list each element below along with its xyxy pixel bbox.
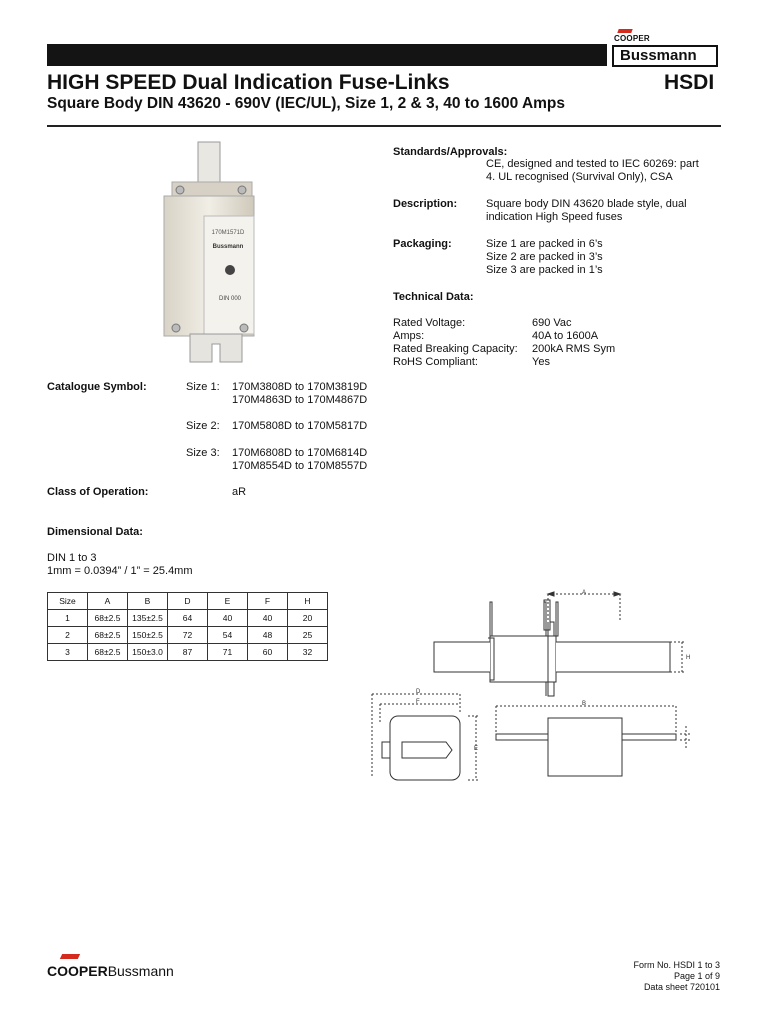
- table-cell: 40: [208, 610, 248, 627]
- header-bar: [47, 44, 607, 66]
- catalogue-codes-size-2: 170M5808D to 170M5817D: [232, 420, 368, 432]
- table-header-row: [48, 593, 328, 610]
- fuse-marking-brand: Bussmann: [212, 244, 244, 250]
- table-cell: 60: [248, 644, 288, 661]
- fuse-marking-code: 170M1571D: [211, 230, 245, 236]
- table-row: [48, 644, 328, 661]
- technical-data-label: Technical Data:: [393, 291, 474, 303]
- description-text: Square body DIN 43620 blade style, dual indication High Speed fuses: [486, 198, 687, 223]
- tech-row-breaking-value: 200kA RMS Sym: [532, 343, 616, 355]
- tech-row-voltage-label: Rated Voltage:: [393, 317, 466, 329]
- description-label: Description:: [393, 198, 458, 210]
- tech-row-breaking-label: Rated Breaking Capacity:: [393, 343, 518, 355]
- table-cell: 87: [168, 644, 208, 661]
- catalogue-codes-size-1: 170M3808D to 170M3819D 170M4863D to 170M4867D: [232, 381, 368, 406]
- standards-label: Standards/Approvals:: [393, 146, 508, 158]
- catalogue-size-1: Size 1:: [186, 381, 220, 393]
- page-subtitle: Square Body DIN 43620 - 690V (IEC/UL), Size 1, 2 & 3, 40 to 1600 Amps: [47, 95, 566, 112]
- table-cell: 2: [48, 627, 88, 644]
- footer-cooper-wordmark: COOPER: [47, 963, 108, 979]
- table-cell: 72: [168, 627, 208, 644]
- dim-label-f: F: [416, 699, 420, 705]
- fuse-marking-din: DIN 000: [218, 296, 242, 302]
- dim-label-e: E: [474, 746, 479, 752]
- packaging-text: Size 1 are packed in 6’s Size 2 are packed in 3’s Size 3 are packed in 1’s: [486, 238, 603, 276]
- table-cell: 25: [288, 627, 328, 644]
- table-header-cell: D: [168, 593, 208, 610]
- tech-row-amps-label: Amps:: [393, 330, 425, 342]
- table-cell: 54: [208, 627, 248, 644]
- data-sheet-number: Data sheet 720101: [643, 982, 720, 992]
- bussmann-logo: [612, 34, 720, 68]
- fuse-product-photo: [150, 138, 270, 374]
- class-of-operation-label: Class of Operation:: [47, 486, 149, 498]
- table-cell: 150±2.5: [128, 627, 168, 644]
- cooper-bussmann-logo: [47, 963, 174, 979]
- page-title: HIGH SPEED Dual Indication Fuse-Links: [47, 71, 450, 94]
- table-header-cell: F: [248, 593, 288, 610]
- table-header-cell: H: [288, 593, 328, 610]
- table-cell: 71: [208, 644, 248, 661]
- tech-row-rohs-label: RoHS Compliant:: [393, 356, 478, 368]
- footer-info: [560, 960, 720, 993]
- dim-label-a: A: [582, 590, 587, 596]
- tech-row-amps-value: 40A to 1600A: [532, 330, 599, 342]
- dimensional-drawing: [360, 582, 710, 792]
- table-cell: 20: [288, 610, 328, 627]
- table-cell: 150±3.0: [128, 644, 168, 661]
- form-number: Form No. HSDI 1 to 3: [633, 960, 720, 970]
- table-cell: 64: [168, 610, 208, 627]
- table-cell: 135±2.5: [128, 610, 168, 627]
- table-cell: 68±2.5: [88, 644, 128, 661]
- table-cell: 68±2.5: [88, 610, 128, 627]
- header-divider: [47, 125, 721, 127]
- dim-label-h: H: [686, 655, 691, 661]
- bussmann-wordmark: Bussmann: [612, 45, 718, 67]
- table-cell: 68±2.5: [88, 627, 128, 644]
- table-header-cell: E: [208, 593, 248, 610]
- dim-label-b: B: [582, 701, 587, 707]
- page-number: Page 1 of 9: [673, 971, 720, 981]
- dimension-table: [47, 592, 328, 661]
- tech-row-voltage-value: 690 Vac: [532, 317, 572, 329]
- table-cell: 40: [248, 610, 288, 627]
- table-row: [48, 627, 328, 644]
- table-header-cell: B: [128, 593, 168, 610]
- table-cell: 32: [288, 644, 328, 661]
- catalogue-symbol-label: Catalogue Symbol:: [47, 381, 147, 393]
- product-code: HSDI: [664, 71, 715, 94]
- table-cell: 1: [48, 610, 88, 627]
- catalogue-size-3: Size 3:: [186, 447, 220, 459]
- catalogue-size-2: Size 2:: [186, 420, 220, 432]
- unit-conversion: 1mm = 0.0394” / 1” = 25.4mm: [47, 565, 193, 577]
- packaging-label: Packaging:: [393, 238, 452, 250]
- din-range: DIN 1 to 3: [47, 552, 97, 564]
- class-of-operation-value: aR: [232, 486, 247, 498]
- dim-label-d: D: [416, 689, 421, 695]
- cooper-wordmark: COOPER: [614, 34, 650, 43]
- footer-bussmann-wordmark: Bussmann: [107, 963, 174, 979]
- tech-row-rohs-value: Yes: [532, 356, 550, 368]
- table-cell: 3: [48, 644, 88, 661]
- dimensional-data-label: Dimensional Data:: [47, 526, 143, 538]
- table-header-cell: A: [88, 593, 128, 610]
- catalogue-codes-size-3: 170M6808D to 170M6814D 170M8554D to 170M8557D: [232, 447, 368, 472]
- table-row: [48, 610, 328, 627]
- standards-text: CE, designed and tested to IEC 60269: part 4. UL recognised (Survival Only), CSA: [486, 158, 699, 183]
- table-cell: 48: [248, 627, 288, 644]
- table-header-cell: Size: [48, 593, 88, 610]
